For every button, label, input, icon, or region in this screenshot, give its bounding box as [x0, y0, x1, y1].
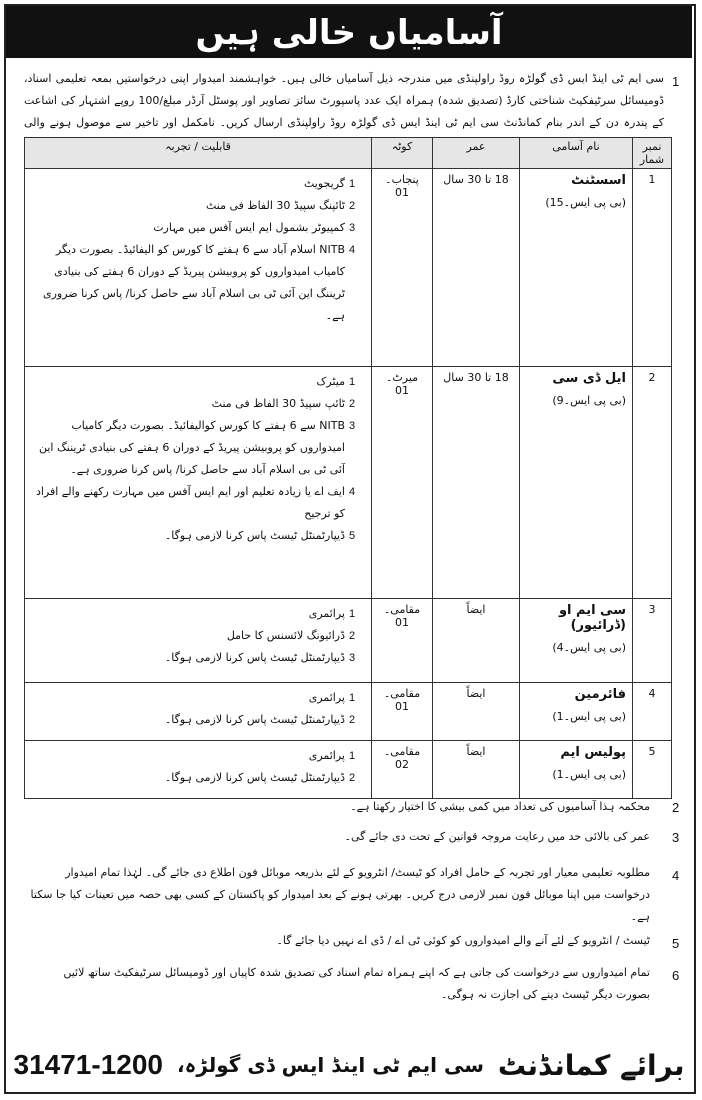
table-row: [25, 683, 672, 741]
qualification-item: [31, 603, 365, 625]
qualification-item: [31, 745, 365, 767]
row-serial: 2: [633, 367, 672, 599]
qualification-text: پرائمری: [308, 607, 345, 620]
qualification-item: [31, 525, 365, 547]
qualification-item: [31, 767, 365, 789]
qualification-number: 2: [349, 398, 356, 410]
qualification-item: [31, 239, 365, 327]
row-qualifications: [25, 683, 372, 741]
post-name: سی ایم او (ڈرائیور): [558, 603, 626, 633]
table-row: [25, 367, 672, 599]
qualification-text: ٹائپنگ سپیڈ 30 الفاظ فی منٹ: [205, 199, 345, 212]
table-row: [25, 741, 672, 799]
qualification-item: [31, 481, 365, 525]
qualification-text: پرائمری: [308, 691, 345, 704]
row-post: [520, 599, 633, 683]
header-serial: نمبر شمار: [633, 138, 672, 169]
note-text: ٹیسٹ / انٹرویو کے لئے آنے والے امیدواروں کو کوئی ٹی اے / ڈی اے نہیں دیا جائے گا۔: [276, 934, 650, 947]
qualification-number: 3: [349, 420, 356, 432]
qualification-number: 2: [349, 772, 356, 784]
qualification-number: 4: [349, 486, 356, 498]
qualification-item: [31, 393, 365, 415]
row-quota: مقامی۔ 01: [372, 683, 433, 741]
qualification-number: 2: [349, 714, 356, 726]
row-quota: میرٹ۔ 01: [372, 367, 433, 599]
qualification-number: 5: [349, 530, 356, 542]
post-scale: (بی پی ایس۔1): [552, 710, 626, 723]
qualification-number: 1: [349, 376, 356, 388]
note-text: محکمہ ہذا آسامیوں کی تعداد میں کمی بیشی کا اختیار رکھتا ہے۔: [350, 800, 650, 813]
note-number: 6: [672, 968, 680, 983]
footer: [6, 1040, 692, 1090]
post-name: فائرمین: [574, 687, 626, 702]
note-text: مطلوبہ تعلیمی معیار اور تجربہ کے حامل افراد کو ٹیسٹ/ انٹرویو کے لئے بذریعہ موبائل فون اطلاع دی جائے گی۔ لہٰذا تمام امیدوار درخواست میں اپنا موبائل فون نمبر لازمی درج کریں۔ بھرتی ہونے کے بعد امیدوار کو پاکستان کے کسی بھی حصہ میں تعینات کیا جا سکتا ہے۔: [30, 866, 650, 923]
qualification-text: گریجویٹ: [303, 177, 345, 190]
table-row: [25, 169, 672, 367]
note-number: 5: [672, 936, 680, 951]
post-name: پولیس ایم: [560, 745, 626, 760]
qualification-text: ڈیپارٹمنٹل ٹیسٹ پاس کرنا لازمی ہوگا۔: [164, 651, 345, 664]
post-scale: (بی پی ایس۔1): [552, 768, 626, 781]
table-row: [25, 599, 672, 683]
qualification-text: ڈیپارٹمنٹل ٹیسٹ پاس کرنا لازمی ہوگا۔: [164, 771, 345, 784]
qualification-text: NITB سے 6 ہفتے کا کورس کوالیفائیڈ۔ بصورت دیگر کامیاب امیدواروں کو پروبیشن پیریڈ کے دوران 6 ہفتے کی بنیادی ٹریننگ این آئی ٹی بی اسلام آباد سے حاصل کرنا/ پاس کرنا ضروری ہے۔: [38, 419, 345, 476]
note-number: 3: [672, 830, 680, 845]
note-number: 4: [672, 868, 680, 883]
post-scale: (بی پی ایس۔15): [545, 196, 626, 209]
row-post: [520, 741, 633, 799]
row-quota: مقامی۔ 02: [372, 741, 433, 799]
row-serial: 3: [633, 599, 672, 683]
qualification-number: 4: [349, 244, 356, 256]
row-age: ایضاً: [433, 599, 520, 683]
qualification-item: [31, 173, 365, 195]
row-qualifications: [25, 367, 372, 599]
qualification-item: [31, 371, 365, 393]
header-age: عمر: [433, 138, 520, 169]
qualification-text: ڈیپارٹمنٹل ٹیسٹ پاس کرنا لازمی ہوگا۔: [164, 529, 345, 542]
table-header-row: [25, 138, 672, 169]
row-serial: 1: [633, 169, 672, 367]
qualification-item: [31, 217, 365, 239]
row-age: 18 تا 30 سال: [433, 169, 520, 367]
qualification-number: 3: [349, 652, 356, 664]
qualification-number: 1: [349, 178, 356, 190]
qualification-number: 1: [349, 692, 356, 704]
post-scale: (بی پی ایس۔4): [552, 641, 626, 654]
footer-label: برائے کمانڈنٹ: [497, 1048, 685, 1082]
row-serial: 4: [633, 683, 672, 741]
header-post: نام آسامی: [520, 138, 633, 169]
row-age: 18 تا 30 سال: [433, 367, 520, 599]
row-age: ایضاً: [433, 741, 520, 799]
row-qualifications: [25, 741, 372, 799]
qualification-text: ایف اے یا زیادہ تعلیم اور ایم ایس آفس میں مہارت رکھنے والے افراد کو ترجیح: [35, 485, 345, 520]
banner-title: آسامیاں خالی ہیں: [6, 6, 692, 58]
qualification-number: 1: [349, 608, 356, 620]
row-age: ایضاً: [433, 683, 520, 741]
row-serial: 5: [633, 741, 672, 799]
qualification-text: ڈیپارٹمنٹل ٹیسٹ پاس کرنا لازمی ہوگا۔: [164, 713, 345, 726]
post-name: اسسٹنٹ: [571, 173, 626, 188]
qualification-number: 2: [349, 630, 356, 642]
row-quota: پنجاب۔ 01: [372, 169, 433, 367]
qualification-item: [31, 647, 365, 669]
qualification-number: 2: [349, 200, 356, 212]
post-scale: (بی پی ایس۔9): [552, 394, 626, 407]
row-qualifications: [25, 599, 372, 683]
header-quota: کوٹہ: [372, 138, 433, 169]
header-qualification: قابلیت / تجربہ: [25, 138, 372, 169]
post-name: ایل ڈی سی: [552, 371, 626, 386]
note-text: تمام امیدواروں سے درخواست کی جاتی ہے کہ اپنے ہمراہ تمام اسناد کی تصدیق شدہ کاپیاں اور ڈومیسائل سرٹیفکیٹ ساتھ لائیں بصورت دیگر ٹیسٹ دینے کی اجازت نہ ہوگی۔: [63, 966, 650, 1001]
qualification-item: [31, 195, 365, 217]
row-qualifications: [25, 169, 372, 367]
note-number: 2: [672, 800, 680, 815]
intro-paragraph: سی ایم ٹی اینڈ ایس ڈی گولڑہ روڈ راولپنڈی میں مندرجہ ذیل آسامیاں خالی ہیں۔ خواہشمند امیدوار اپنی درخواستیں بمعہ تعلیمی اسناد، ڈومیسائل سرٹیفکیٹ شناختی کارڈ (تصدیق شدہ) ہمراہ ایک عدد پاسپورٹ سائز تصاویر اور پوسٹل آرڈر مبلغ/100 روپے اشتہار کی اشاعت کے پندرہ دن کے اندر بنام کمانڈنٹ سی ایم ٹی اینڈ ایس ڈی گولڑہ روڈ راولپنڈی ارسال کریں۔ نامکمل اور تاخیر سے موصول ہونے والی: [24, 72, 664, 129]
qualification-number: 3: [349, 222, 356, 234]
qualification-text: پرائمری: [308, 749, 345, 762]
vacancies-table: [24, 137, 672, 799]
qualification-text: NITB اسلام آباد سے 6 ہفتے کا کورس کو الیفائیڈ۔ بصورت دیگر کامیاب امیدواروں کو پروبیشن پیریڈ کے دوران 6 ہفتے کی بنیادی ٹریننگ این آئی ٹی بی اسلام آباد سے حاصل کرنا/ پاس کرنا ضروری ہے۔: [42, 243, 345, 322]
intro-number: 1: [672, 74, 680, 89]
qualification-item: [31, 687, 365, 709]
note-text: عمر کی بالائی حد میں رعایت مروجہ قوانین کے تحت دی جائے گی۔: [344, 830, 650, 843]
qualification-text: ٹائپ سپیڈ 30 الفاظ فی منٹ: [211, 397, 345, 410]
qualification-text: ڈرائیونگ لائسنس کا حامل: [226, 629, 345, 642]
qualification-text: میٹرک: [316, 375, 345, 388]
footer-address: سی ایم ٹی اینڈ ایس ڈی گولڑہ،: [177, 1053, 484, 1077]
row-quota: مقامی۔ 01: [372, 599, 433, 683]
qualification-item: [31, 415, 365, 481]
row-post: [520, 367, 633, 599]
qualification-number: 1: [349, 750, 356, 762]
footer-phone: 31471-1200: [13, 1049, 163, 1080]
qualification-text: کمپیوٹر بشمول ایم ایس آفس میں مہارت: [153, 221, 345, 234]
row-post: [520, 683, 633, 741]
qualification-item: [31, 709, 365, 731]
row-post: [520, 169, 633, 367]
qualification-item: [31, 625, 365, 647]
